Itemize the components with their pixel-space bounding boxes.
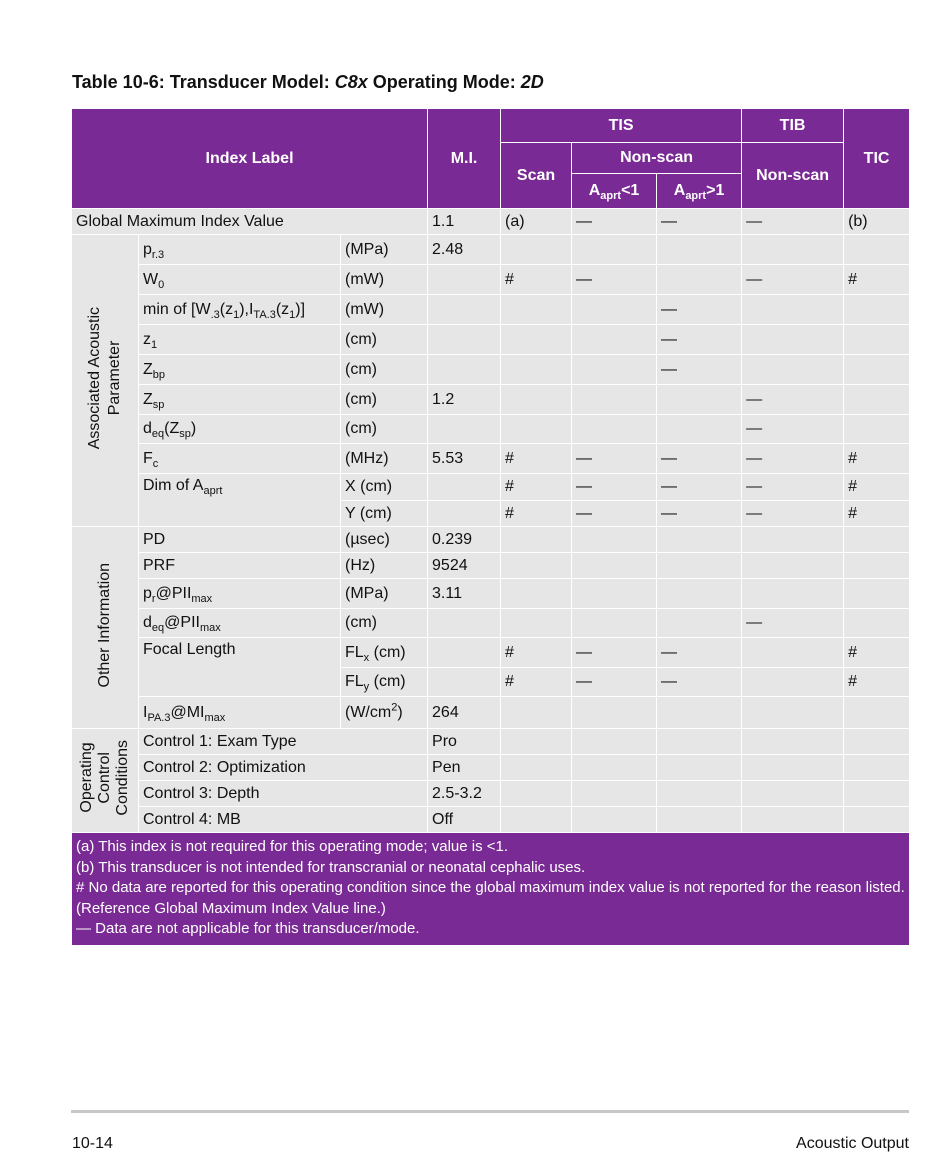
param-label: $d_{eq}@PII_{max}$ <box>139 609 341 638</box>
param-unit: (MPa) <box>341 235 428 265</box>
ns2-value: — <box>657 325 742 355</box>
tic-value: # <box>844 265 910 295</box>
param-unit: $FL_x$ (cm) <box>341 638 428 668</box>
param-unit: (µsec) <box>341 527 428 553</box>
mi-value: 5.53 <box>428 444 501 474</box>
caption-middle: Operating Mode: <box>367 72 521 92</box>
group-associated-acoustic-parameter: Associated Acoustic Parameter <box>72 235 139 527</box>
mi-value: 2.5-3.2 <box>428 781 501 807</box>
global-tic: (b) <box>844 209 910 235</box>
table-row <box>72 415 910 444</box>
tib-value: — <box>742 609 844 638</box>
ns1-value: — <box>572 474 657 501</box>
header-aprt-gt-1: $A_{aprt}>1$ <box>657 174 742 209</box>
header-tic: TIC <box>844 109 910 209</box>
table-row <box>72 553 910 579</box>
ns1-value: — <box>572 668 657 697</box>
param-unit: (MPa) <box>341 579 428 609</box>
param-label: $p_r@PII_{max}$ <box>139 579 341 609</box>
tib-value: — <box>742 415 844 444</box>
table-row <box>72 385 910 415</box>
param-unit: (cm) <box>341 385 428 415</box>
group-operating-control-conditions: Operating Control Conditions <box>72 729 139 833</box>
param-unit: (cm) <box>341 609 428 638</box>
table-notes <box>72 833 910 946</box>
note-b: (b) This transducer is not intended for transcranial or neonatal cephalic uses. <box>76 858 586 876</box>
param-unit: Y (cm) <box>341 501 428 527</box>
section-title: Acoustic Output <box>796 1135 909 1152</box>
scan-value: # <box>501 668 572 697</box>
ns2-value: — <box>657 501 742 527</box>
note-hash: # No data are reported for this operating condition since the global maximum index value is not reported for the reason listed. (Reference Global Maximum Index Value line.) <box>76 879 905 917</box>
note-a: (a) This index is not required for this operating mode; value is <1. <box>76 838 509 855</box>
mi-value: 3.11 <box>428 579 501 609</box>
page-number: 10-14 <box>72 1135 113 1152</box>
param-unit: (cm) <box>341 415 428 444</box>
control-label: Control 3: Depth <box>139 781 428 807</box>
mi-value: 1.2 <box>428 385 501 415</box>
param-unit: (Hz) <box>341 553 428 579</box>
global-ns2: — <box>657 209 742 235</box>
table-row <box>72 781 910 807</box>
param-label: PRF <box>139 553 341 579</box>
mi-value: 2.48 <box>428 235 501 265</box>
mi-value: Off <box>428 807 501 833</box>
mi-value: 0.239 <box>428 527 501 553</box>
header-tib: TIB <box>742 109 844 143</box>
acoustic-output-table <box>71 108 910 946</box>
header-mi: M.I. <box>428 109 501 209</box>
global-max-label: Global Maximum Index Value <box>72 209 428 235</box>
table-row <box>72 579 910 609</box>
global-ns1: — <box>572 209 657 235</box>
header-tib-non-scan: Non-scan <box>742 143 844 209</box>
param-unit: (mW) <box>341 265 428 295</box>
table-row <box>72 295 910 325</box>
table-row <box>72 697 910 729</box>
caption-model: C8x <box>334 72 368 92</box>
caption-prefix: Table 10-6: Transducer Model: <box>72 72 335 92</box>
param-label: $I_{PA.3}@MI_{max}$ <box>139 697 341 729</box>
header-aprt-lt-1: $A_{aprt}<1$ <box>572 174 657 209</box>
param-unit: X (cm) <box>341 474 428 501</box>
tib-value: — <box>742 474 844 501</box>
ns1-value: — <box>572 444 657 474</box>
param-unit: (MHz) <box>341 444 428 474</box>
table-row <box>72 444 910 474</box>
tib-value: — <box>742 501 844 527</box>
table-row <box>72 609 910 638</box>
table-row <box>72 325 910 355</box>
param-unit: $FL_y$ (cm) <box>341 668 428 697</box>
global-scan: (a) <box>501 209 572 235</box>
param-label: $d_{eq}(Z_{sp})$ <box>139 415 341 444</box>
tic-value: # <box>844 638 910 668</box>
ns2-value: — <box>657 355 742 385</box>
ns2-value: — <box>657 295 742 325</box>
caption-mode: 2D <box>520 72 544 92</box>
scan-value: # <box>501 265 572 295</box>
header-index-label: Index Label <box>72 109 428 209</box>
param-label: Dim of $A_{aprt}$ <box>139 474 341 527</box>
note-dash: — Data are not applicable for this transducer/mode. <box>76 920 420 937</box>
mi-value: 9524 <box>428 553 501 579</box>
table-row <box>72 474 910 501</box>
ns2-value: — <box>657 638 742 668</box>
param-label: $W_0$ <box>139 265 341 295</box>
param-label: $F_c$ <box>139 444 341 474</box>
tic-value: # <box>844 501 910 527</box>
table-row <box>72 755 910 781</box>
tic-value: # <box>844 444 910 474</box>
mi-value: Pro <box>428 729 501 755</box>
tib-value: — <box>742 444 844 474</box>
ns1-value: — <box>572 265 657 295</box>
mi-value: 264 <box>428 697 501 729</box>
param-label: Focal Length <box>139 638 341 697</box>
table-row <box>72 807 910 833</box>
param-label: $z_1$ <box>139 325 341 355</box>
ns1-value: — <box>572 501 657 527</box>
header-non-scan: Non-scan <box>572 143 742 174</box>
param-unit: $(W/cm^2)$ <box>341 697 428 729</box>
scan-value: # <box>501 474 572 501</box>
table-row <box>72 527 910 553</box>
param-label: $p_{r.3}$ <box>139 235 341 265</box>
tib-value: — <box>742 265 844 295</box>
header-scan: Scan <box>501 143 572 209</box>
tic-value: # <box>844 474 910 501</box>
table-row <box>72 638 910 668</box>
header-tis: TIS <box>501 109 742 143</box>
table-row <box>72 729 910 755</box>
notes-row <box>72 833 910 946</box>
param-unit: (cm) <box>341 325 428 355</box>
param-label: $Z_{bp}$ <box>139 355 341 385</box>
group-other-information: Other Information <box>72 527 139 729</box>
ns2-value: — <box>657 668 742 697</box>
tic-value: # <box>844 668 910 697</box>
ns1-value: — <box>572 638 657 668</box>
global-mi: 1.1 <box>428 209 501 235</box>
ns2-value: — <box>657 474 742 501</box>
control-label: Control 1: Exam Type <box>139 729 428 755</box>
control-label: Control 4: MB <box>139 807 428 833</box>
table-row <box>72 265 910 295</box>
param-unit: (mW) <box>341 295 428 325</box>
scan-value: # <box>501 501 572 527</box>
param-label: $Z_{sp}$ <box>139 385 341 415</box>
param-label: PD <box>139 527 341 553</box>
control-label: Control 2: Optimization <box>139 755 428 781</box>
table-row <box>72 355 910 385</box>
table-row <box>72 235 910 265</box>
mi-value: Pen <box>428 755 501 781</box>
table-caption <box>72 72 544 93</box>
scan-value: # <box>501 638 572 668</box>
param-unit: (cm) <box>341 355 428 385</box>
tib-value: — <box>742 385 844 415</box>
scan-value: # <box>501 444 572 474</box>
table-row <box>72 209 910 235</box>
param-label: min of $[W_{.3}(z_1),I_{TA.3}(z_1)]$ <box>139 295 341 325</box>
footer-divider <box>71 1110 909 1113</box>
ns2-value: — <box>657 444 742 474</box>
global-tib: — <box>742 209 844 235</box>
